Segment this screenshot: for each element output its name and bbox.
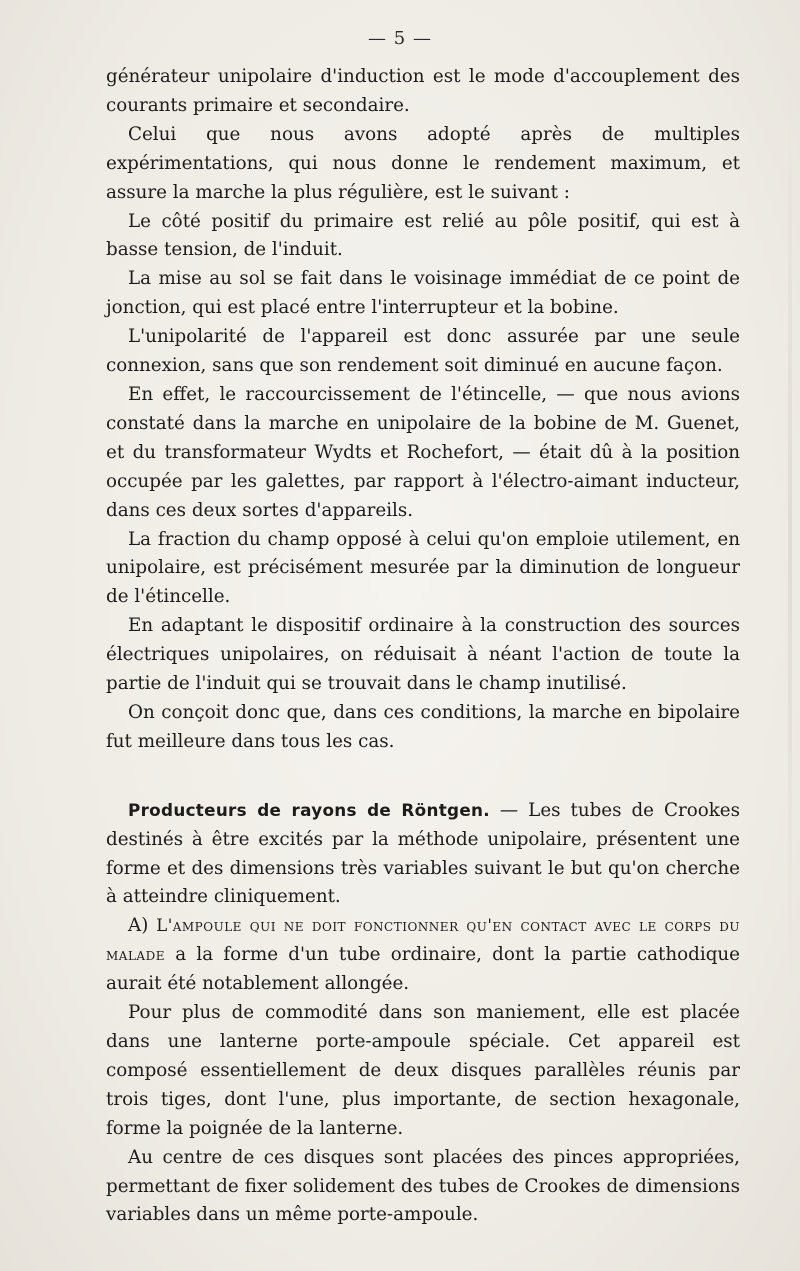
body-text (106, 63, 740, 1230)
paragraph-9: On conçoit donc que, dans ces conditions, la marche en bipolaire fut meilleure dans tous les cas. (106, 701, 740, 752)
paragraph-8: En adaptant le dispositif ordinaire à la construction des sources électriques unipolaires, on réduisait à néant l'action de toute la partie de l'induit qui se trouvait dans le champ inutilisé. (106, 615, 740, 695)
paragraph-6: En effet, le raccourcissement de l'étincelle, — que nous avions constaté dans la marche en unipolaire de la bobine de M. Guenet, et du transformateur Wydts et Rochefort, — était dû à la position occupée par les galettes, par rapport à l'électro-aimant inducteur, dans ces deux sortes d'appareils. (106, 383, 740, 521)
page-edge-shadow (788, 90, 792, 990)
page-number: — 5 — (368, 28, 432, 49)
section-paragraph-2: Pour plus de commodité dans son maniement, elle est placée dans une lanterne porte-ampoule spéciale. Cet appareil est composé essentiellement de deux disques parallèles réunis par trois tiges, dont l'une, plus importante, de section hexagonale, forme la poignée de la lanterne. (106, 1002, 740, 1139)
section-paragraph-3: Au centre de ces disques sont placées des pinces appropriées, permettant de fixer solidement des tubes de Crookes de dimensions variables dans un même porte-ampoule. (106, 1146, 740, 1226)
paragraph-7: La fraction du champ opposé à celui qu'on emploie utilement, en unipolaire, est précisément mesurée par la diminution de longueur de l'étincelle. (106, 528, 740, 608)
paragraph-1: générateur unipolaire d'induction est le mode d'accouplement des courants primaire et secondaire. (106, 66, 740, 116)
paragraph-5: L'unipolarité de l'appareil est donc assurée par une seule connexion, sans que son rendement soit diminué en aucune façon. (106, 326, 740, 377)
item-a-smallcaps: L'ampoule qui ne doit fonctionner qu'en contact avec le corps du malade (106, 916, 740, 965)
item-a-paragraph (106, 912, 740, 999)
paragraph-4: La mise au sol se fait dans le voisinage immédiat de ce point de jonction, qui est placé entre l'interrupteur et la bobine. (106, 268, 740, 319)
paragraph-2: Celui que nous avons adopté après de multiples expérimentations, qui nous donne le rendement maximum, et assure la marche la plus régulière, est le suivant : (106, 123, 740, 203)
section-intro-text: — Les tubes de Crookes destinés à être excités par la méthode unipolaire, présentent une forme et des dimensions très variables suivant le but qu'on cherche à atteindre cliniquement. (106, 799, 740, 908)
section-heading: Producteurs de rayons de Röntgen. (128, 799, 490, 820)
paragraph-3: Le côté positif du primaire est relié au pôle positif, qui est à basse tension, de l'induit. (106, 210, 740, 261)
item-a-text: a la forme d'un tube ordinaire, dont la partie cathodique aurait été notablement allongée. (106, 944, 740, 995)
section-intro-paragraph (106, 796, 740, 913)
item-a-label: A) (128, 915, 157, 937)
